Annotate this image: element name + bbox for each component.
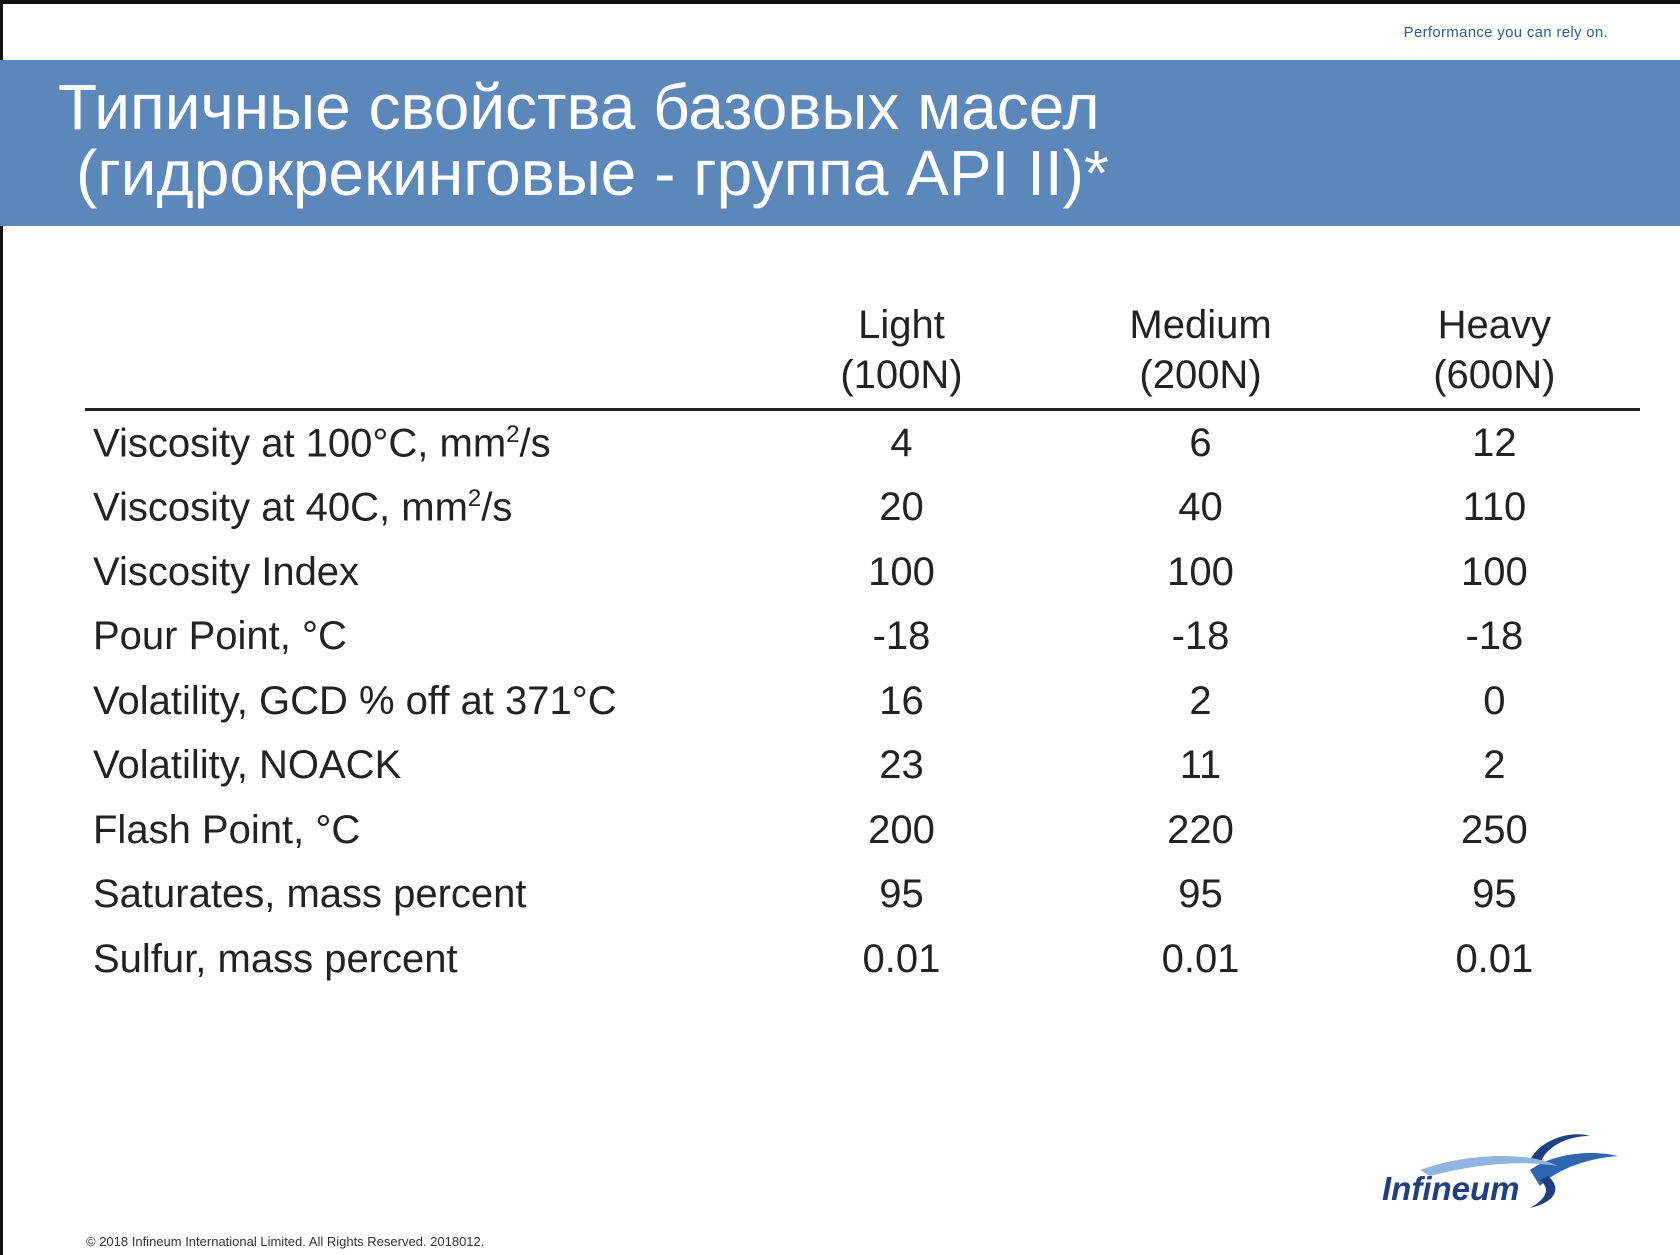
row-label: Viscosity at 40C, $mm^2/s$ [93, 485, 513, 530]
row-label: Viscosity at 100°C, $mm^2/s$ [93, 420, 551, 465]
cell-heavy: 110 [1462, 485, 1527, 530]
table-row [85, 669, 1640, 734]
column-header-grade: (200N) [1139, 353, 1262, 397]
table-header-row [85, 300, 1640, 410]
copyright-notice: © 2018 Infineum International Limited. All Rights Reserved. 2018012. [86, 1234, 485, 1249]
column-header-grade: (600N) [1433, 353, 1556, 397]
column-header-grade: (100N) [840, 353, 963, 397]
table-row [85, 927, 1640, 992]
cell-light: 0.01 [862, 936, 941, 981]
cell-heavy: 250 [1460, 807, 1528, 852]
row-label: Viscosity Index [93, 549, 360, 594]
table-row [85, 476, 1640, 541]
cell-medium: 11 [1179, 743, 1222, 788]
cell-light: 23 [879, 743, 924, 788]
column-header-light [751, 300, 1053, 410]
cell-heavy: 100 [1460, 549, 1528, 594]
cell-medium: 100 [1167, 549, 1234, 594]
table-row [85, 798, 1640, 863]
page-title [58, 71, 1109, 209]
cell-heavy: 95 [1472, 872, 1517, 917]
properties-table [85, 300, 1640, 992]
cell-medium: 95 [1178, 872, 1223, 917]
page-title-line1: Типичные свойства базовых масел [58, 71, 1100, 143]
table-row [85, 410, 1640, 476]
cell-medium: 0.01 [1161, 936, 1240, 981]
cell-light: 100 [868, 549, 935, 594]
row-label: Volatility, NOACK [93, 743, 402, 788]
cell-heavy: -18 [1465, 614, 1524, 659]
top-border [0, 0, 1680, 4]
column-header-heavy [1349, 300, 1640, 410]
cell-heavy: 12 [1472, 420, 1517, 465]
cell-medium: -18 [1171, 614, 1230, 659]
cell-medium: 220 [1167, 807, 1234, 852]
cell-heavy: 2 [1483, 743, 1506, 788]
table-row [85, 540, 1640, 605]
column-header-name: Light [858, 303, 945, 347]
infineum-logo: Infineum [1382, 1170, 1520, 1207]
cell-light: 20 [879, 485, 924, 530]
cell-light: 16 [879, 678, 924, 723]
row-label: Volatility, GCD % off at 371°C [93, 678, 617, 723]
table-row [85, 734, 1640, 799]
cell-medium: 6 [1189, 420, 1212, 465]
cell-heavy: 0 [1483, 678, 1506, 723]
cell-light: 4 [890, 420, 913, 465]
cell-light: 200 [868, 807, 935, 852]
column-header-name: Medium [1129, 303, 1272, 347]
row-label: Flash Point, °C [93, 807, 361, 852]
table-row [85, 605, 1640, 670]
cell-heavy: 0.01 [1455, 936, 1534, 981]
header-empty-cell [85, 300, 751, 410]
table-row [85, 863, 1640, 928]
row-label: Sulfur, mass percent [93, 936, 458, 981]
row-label: Pour Point, °C [93, 614, 347, 659]
cell-medium: 2 [1189, 678, 1212, 723]
tagline: Performance you can rely on. [1403, 24, 1608, 41]
row-label: Saturates, mass percent [93, 872, 527, 917]
cell-light: -18 [872, 614, 931, 659]
cell-light: 95 [879, 872, 924, 917]
column-header-name: Heavy [1437, 303, 1552, 347]
cell-medium: 40 [1178, 485, 1223, 530]
column-header-medium [1052, 300, 1348, 410]
page-title-line2: (гидрокрекинговые - группа API II)* [76, 137, 1109, 209]
